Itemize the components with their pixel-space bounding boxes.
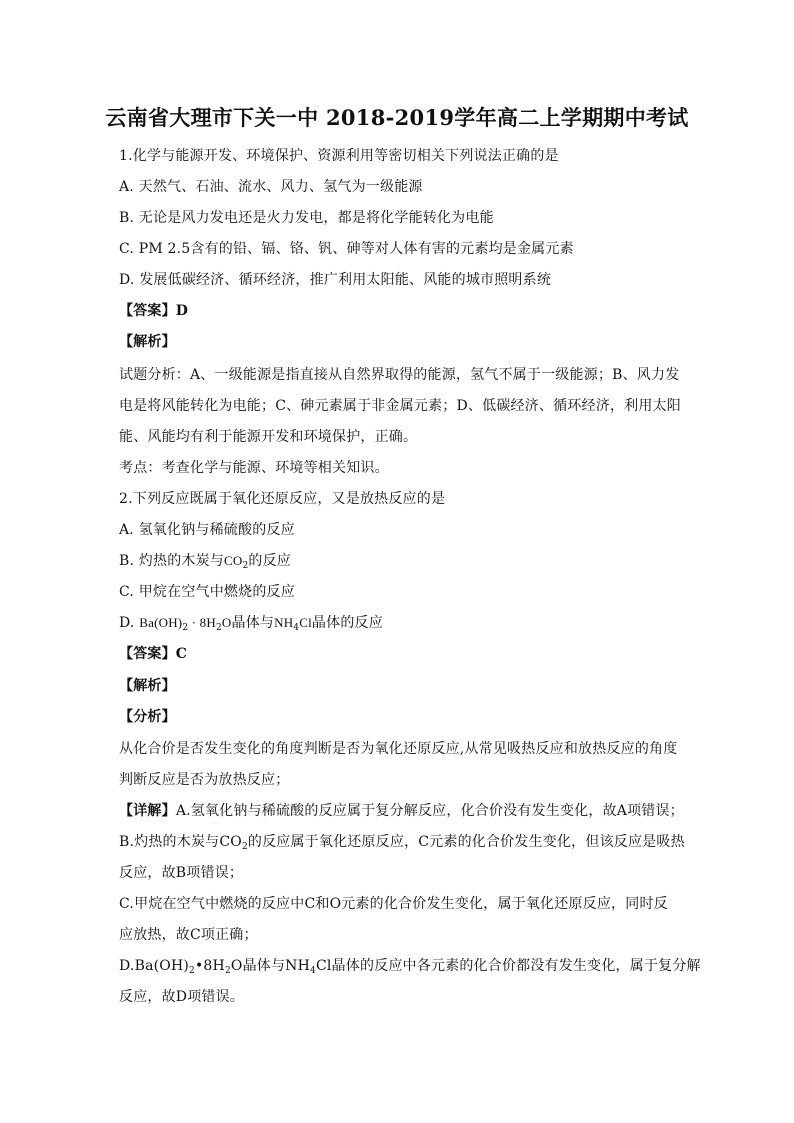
q1-analysis-line: 试题分析：A、一级能源是指直接从自然界取得的能源，氢气不属于一级能源；B、风力发 bbox=[119, 367, 680, 383]
q2-detail-b-line2: 反应，故B项错误； bbox=[119, 865, 244, 881]
q1-point: 考点：考查化学与能源、环境等相关知识。 bbox=[119, 460, 389, 476]
q1-analysis-line: 电是将风能转化为电能；C、砷元素属于非金属元素；D、低碳经济、循环经济，利用太阳 bbox=[119, 398, 681, 414]
q2-answer: 【答案】C bbox=[119, 646, 188, 662]
q2-option-d: D. $Ba(OH)_2 \cdot 8H_2O$晶体与$NH_4Cl$晶体的反应 bbox=[119, 615, 383, 633]
q2-detail-d-line1: $D.Ba(OH)_2•8H_2O$晶体与$NH_4Cl$晶体的反应中各元素的化合价都没有发生变化，属于复分解 bbox=[119, 958, 701, 976]
q2-option-c: C. 甲烷在空气中燃烧的反应 bbox=[119, 584, 295, 600]
q1-stem: 1.化学与能源开发、环境保护、资源利用等密切相关下列说法正确的是 bbox=[119, 148, 559, 164]
q2-detail-a: 【详解】A.氢氧化钠与稀硫酸的反应属于复分解反应，化合价没有发生变化，故A项错误； bbox=[119, 803, 684, 819]
q1-analysis-heading: 【解析】 bbox=[119, 334, 176, 350]
q2-detail-d-line2: 反应，故D项错误。 bbox=[119, 989, 245, 1005]
q2-detail-c-line1: C.甲烷在空气中燃烧的反应中C和O元素的化合价发生变化，属于氧化还原反应，同时反 bbox=[119, 896, 668, 912]
q2-fenxi-line: 判断反应是否为放热反应； bbox=[119, 772, 290, 788]
q1-option-d: D. 发展低碳经济、循环经济，推广利用太阳能、风能的城市照明系统 bbox=[119, 272, 552, 288]
q2-option-a: A. 氢氧化钠与稀硫酸的反应 bbox=[119, 522, 295, 538]
q2-fenxi-line: 从化合价是否发生变化的角度判断是否为氧化还原反应,从常见吸热反应和放热反应的角度 bbox=[119, 741, 678, 757]
q2-stem: 2.下列反应既属于氧化还原反应，又是放热反应的是 bbox=[119, 491, 446, 507]
q1-analysis-line: 能、风能均有利于能源开发和环境保护，正确。 bbox=[119, 429, 418, 445]
q2-analysis-heading: 【解析】 bbox=[119, 678, 176, 694]
q1-option-a: A. 天然气、石油、流水、风力、氢气为一级能源 bbox=[119, 179, 423, 195]
q2-option-b: B. 灼热的木炭与$CO_2$的反应 bbox=[119, 553, 292, 571]
q1-option-b: B. 无论是风力发电还是火力发电，都是将化学能转化为电能 bbox=[119, 210, 494, 226]
q2-fenxi-heading: 【分析】 bbox=[119, 709, 176, 725]
q2-detail-b-line1: B.灼热的木炭与$CO_2$的反应属于氧化还原反应，C元素的化合价发生变化，但该反应是吸热 bbox=[119, 834, 685, 852]
page-title: 云南省大理市下关一中 2018-2019学年高二上学期期中考试 bbox=[105, 105, 689, 130]
q1-answer: 【答案】D bbox=[119, 303, 189, 319]
q2-detail-c-line2: 应放热，故C项正确； bbox=[119, 927, 258, 943]
q1-option-c: C. PM 2.5含有的铅、镉、铬、钒、砷等对人体有害的元素均是金属元素 bbox=[119, 241, 574, 257]
